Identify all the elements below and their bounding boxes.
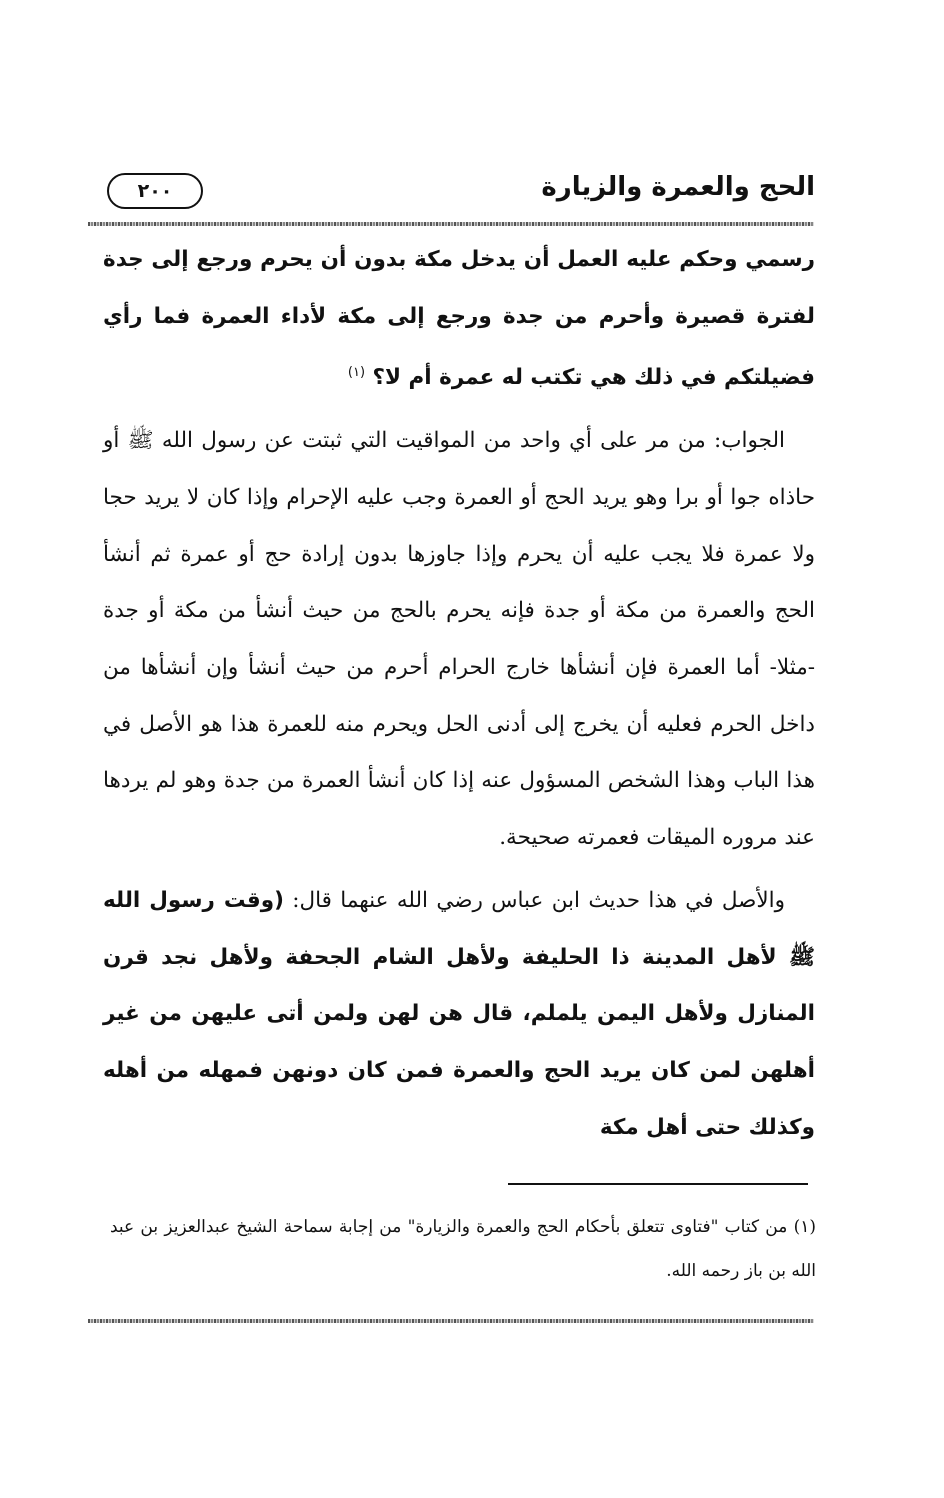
answer-paragraph: الجواب: من مر على أي واحد من المواقيت التي ثبتت عن رسول الله ﷺ أو حاذاه جوا أو برا وهو يريد الحج أو العمرة وجب عليه الإحرام وإذا كان لا يريد حجا ولا عمرة فلا يجب عليه أن يحرم وإذا جاوزها بدون إرادة حج أو عمرة ثم أنشأ الحج والعمرة من مكة أو جدة فإنه يحرم بالحج من حيث أنشأ من مكة أو جدة -مثلا- أما العمرة فإن أنشأها خارج الحرام أحرم من حيث أنشأ وإن أنشأها من داخل الحرم فعليه أن يخرج إلى أدنى الحل ويحرم منه للعمرة هذا هو الأصل في هذا الباب وهذا الشخص المسؤول عنه إذا كان أنشأ العمرة من جدة وهو لم يردها عند مروره الميقات فعمرته صحيحة. (103, 428, 815, 851)
page-body (103, 232, 815, 1162)
footnote: (١) من كتاب "فتاوى تتعلق بأحكام الحج والعمرة والزيارة" من إجابة سماحة الشيخ عبدالعزيز بن عبد الله بن باز رحمه الله. (110, 1217, 816, 1281)
footer-rule (88, 1319, 814, 1323)
footnote-reference: (١) (347, 365, 366, 381)
question-paragraph (103, 232, 815, 407)
running-title: الحج والعمرة والزيارة (541, 172, 815, 202)
evidence-paragraph (103, 873, 815, 1157)
header-rule (88, 222, 814, 226)
page-number-badge: ٢٠٠ (107, 173, 203, 209)
page-header (105, 168, 815, 216)
footnote-separator (508, 1183, 808, 1185)
hadith-quote: (وقت رسول الله ﷺ لأهل المدينة ذا الحليفة ولأهل الشام الجحفة ولأهل نجد قرن المنازل ولأهل اليمن يلملم، قال هن لهن ولمن أتى عليهن من غير أهلهن لمن كان يريد الحج والعمرة فمن كان دونهن فمهله من أهله وكذلك حتى أهل مكة (103, 887, 815, 1140)
evidence-intro: والأصل في هذا حديث ابن عباس رضي الله عنهما قال: (292, 887, 785, 913)
question-text: رسمي وحكم عليه العمل أن يدخل مكة بدون أن يحرم ورجع إلى جدة لفترة قصيرة وأحرم من جدة ورجع إلى مكة لأداء العمرة فما رأي فضيلتكم في ذلك هي تكتب له عمرة أم لا؟ (103, 247, 815, 391)
